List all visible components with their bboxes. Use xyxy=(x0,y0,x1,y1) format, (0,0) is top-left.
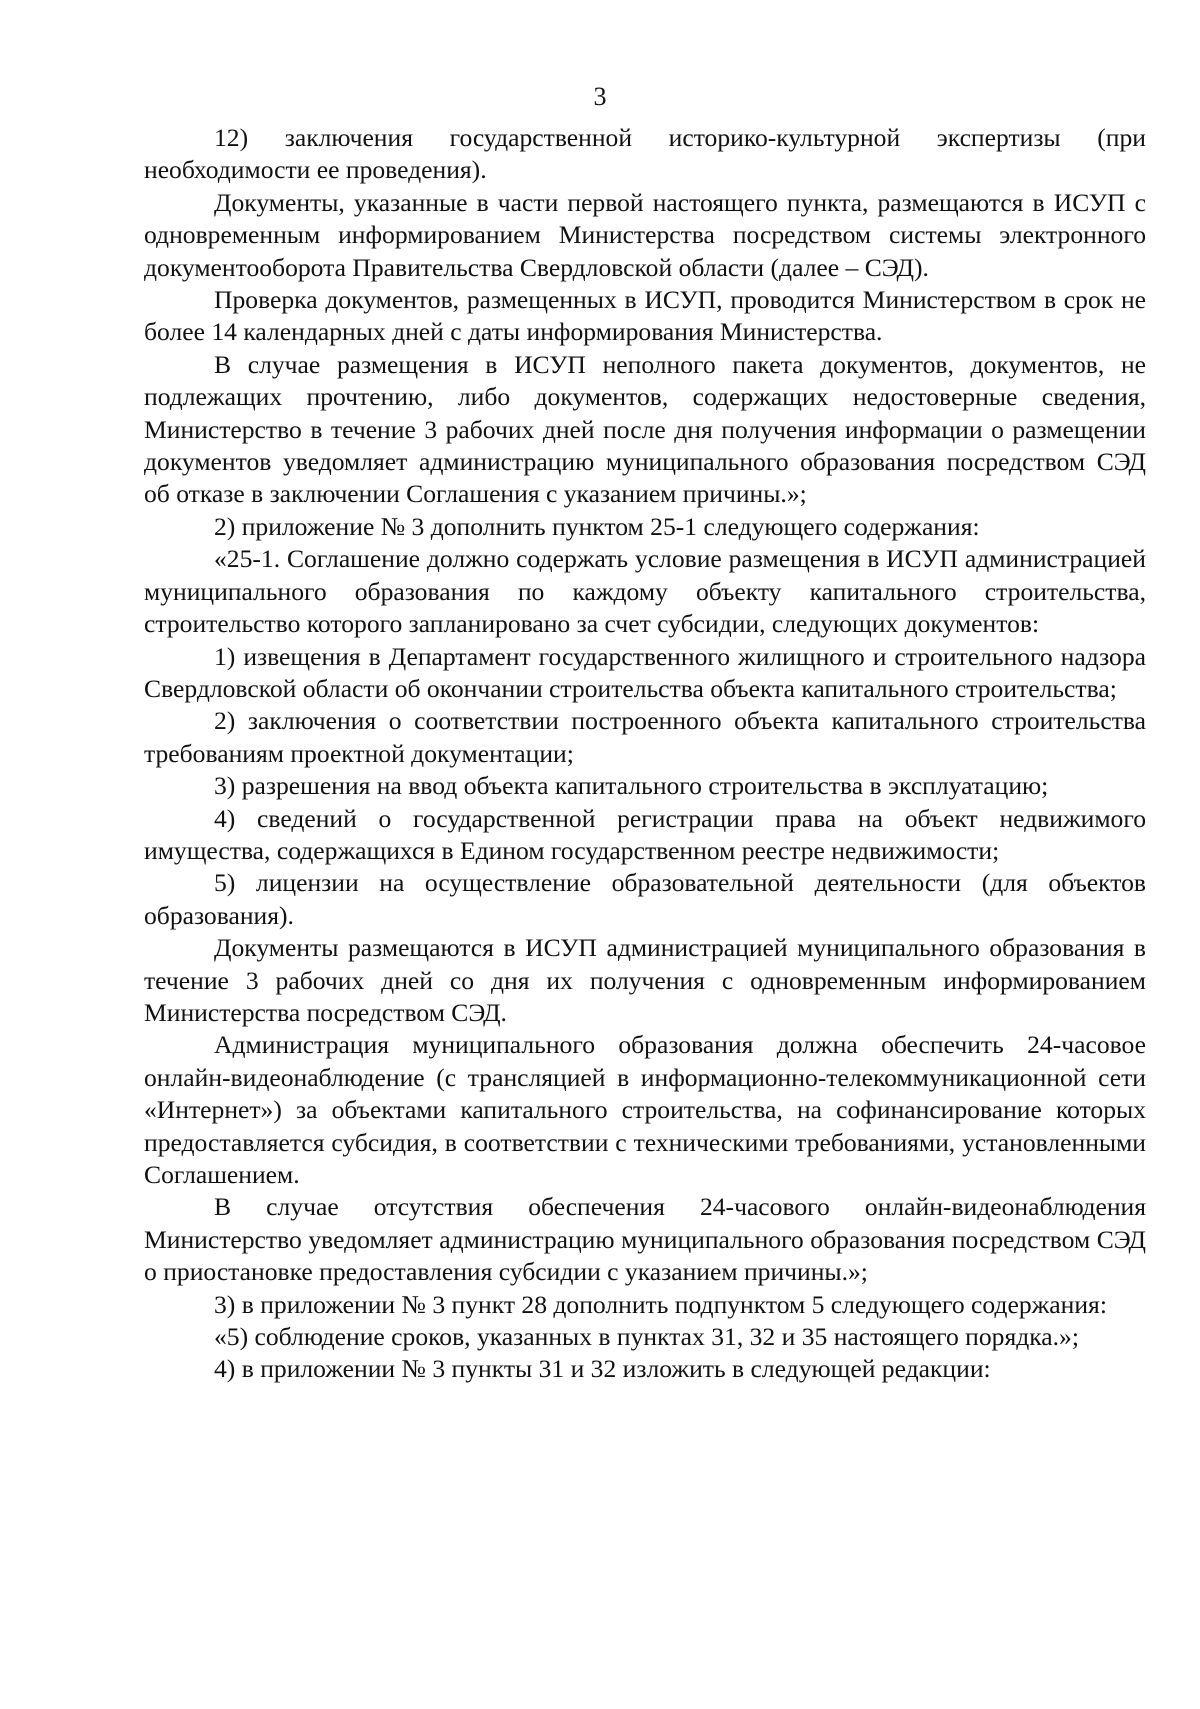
paragraph-amendment-2: 2) приложение № 3 дополнить пунктом 25-1 следующего содержания: xyxy=(214,511,980,541)
paragraph-subitem-5: 5) лицензии на осуществление образовательной деятельности (для объектов образования). xyxy=(144,868,1146,930)
paragraph-incomplete-package: В случае размещения в ИСУП неполного пакета документов, документов, не подлежащих прочтению, либо документов, содержащих недостоверные сведения, Министерство в течение 3 рабочих дней после дня получения информации о размещении документов уведомляет администрацию муниципального образования посредством СЭД об отказе в заключении Соглашения с указанием причины.»; xyxy=(144,349,1146,509)
paragraph-amendment-4: 4) в приложении № 3 пункты 31 и 32 изложить в следующей редакции: xyxy=(214,1354,991,1384)
paragraph-subitem-3: 3) разрешения на ввод объекта капитального строительства в эксплуатацию; xyxy=(214,771,1049,801)
paragraph-documents-check: Проверка документов, размещенных в ИСУП, проводится Министерством в срок не более 14 календарных дней с даты информирования Министерства. xyxy=(144,285,1146,347)
paragraph-surveillance-absence: В случае отсутствия обеспечения 24-часового онлайн-видеонаблюдения Министерство уведомляет администрацию муниципального образования посредством СЭД о приостановке предоставления субсидии с указанием причины.»; xyxy=(144,1192,1146,1287)
paragraph-documents-deadline: Документы размещаются в ИСУП администрацией муниципального образования в течение 3 рабочих дней со дня их получения с одновременным информированием Министерства посредством СЭД. xyxy=(144,933,1146,1027)
paragraph-documents-placement: Документы, указанные в части первой настоящего пункта, размещаются в ИСУП с одновременным информированием Министерства посредством системы электронного документооборота Правительства Свердловской области (далее – СЭД). xyxy=(144,187,1146,282)
paragraph-amendment-3: 3) в приложении № 3 пункт 28 дополнить подпунктом 5 следующего содержания: xyxy=(214,1289,1107,1319)
paragraph-video-surveillance: Администрация муниципального образования должна обеспечить 24-часовое онлайн-видеонаблюдение (с трансляцией в информационно-телекоммуникационной сети «Интернет») за объектами капитального строительства, на софинансирование которых предоставляется субсидия, в соответствии с техническими требованиями, установленными Соглашением. xyxy=(144,1030,1146,1189)
page-number: 3 xyxy=(593,82,607,111)
paragraph-clause-25-1: «25-1. Соглашение должно содержать условие размещения в ИСУП администрацией муниципального образования по каждому объекту капитального строительства, строительство которого запланировано за счет субсидии, следующих документов: xyxy=(144,544,1146,639)
paragraph-subitem-2: 2) заключения о соответствии построенного объекта капитального строительства требованиям проектной документации; xyxy=(144,706,1146,768)
document-body xyxy=(144,122,1146,1386)
paragraph-subpoint-5: «5) соблюдение сроков, указанных в пунктах 31, 32 и 35 настоящего порядка.»; xyxy=(214,1322,1079,1352)
paragraph-subitem-4: 4) сведений о государственной регистрации права на объект недвижимого имущества, содержащихся в Едином государственном реестре недвижимости; xyxy=(144,803,1146,865)
paragraph-subitem-1: 1) извещения в Департамент государственного жилищного и строительного надзора Свердловской области об окончании строительства объекта капитального строительства; xyxy=(144,641,1146,703)
paragraph-item-12: 12) заключения государственной историко-культурной экспертизы (при необходимости ее проведения). xyxy=(144,123,1146,185)
